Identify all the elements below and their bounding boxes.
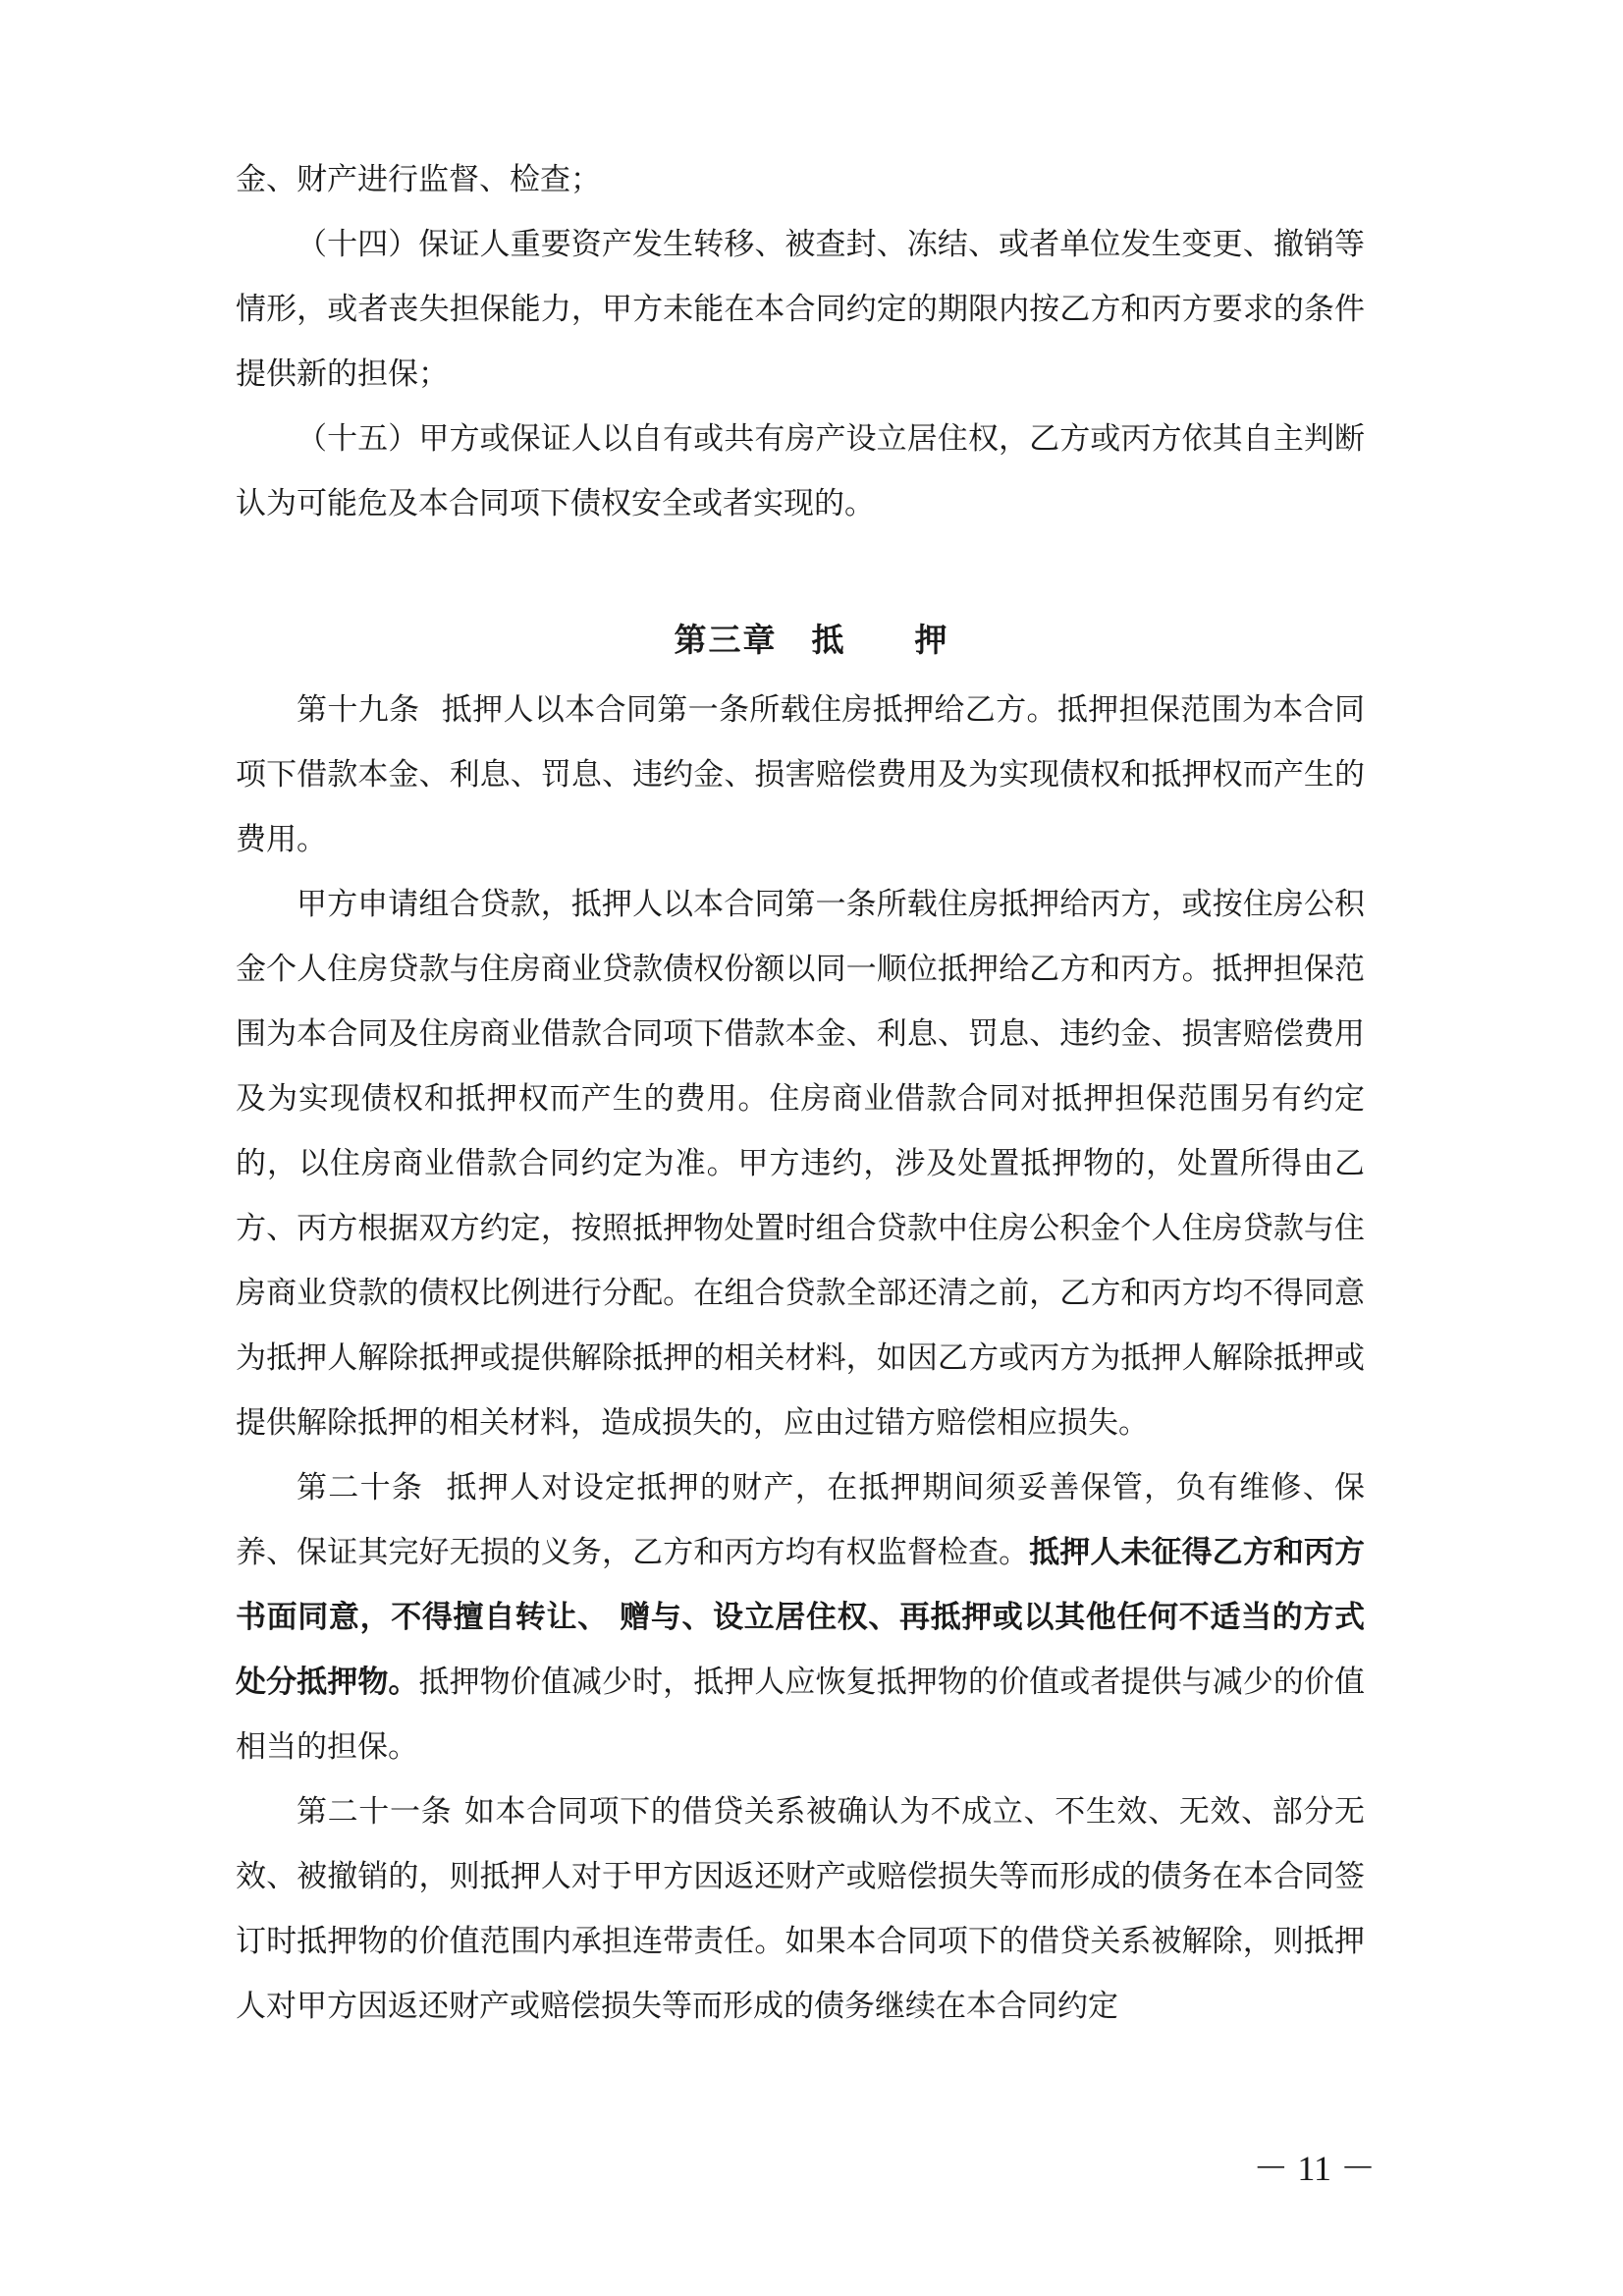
chapter-title: 第三章 抵 押 <box>674 621 949 659</box>
page-number: － 11 － <box>1253 2149 1376 2188</box>
article-20-label: 第二十条 <box>297 1470 424 1505</box>
article-20-text: 抵押人对设定抵押的财产，在抵押期间须妥善保管，负有维修、保养、保证其完好无损的义务，乙方和丙方均有权监督检查。 <box>236 1470 1366 1570</box>
clause-14: （十四）保证人重要资产发生转移、被查封、冻结、或者单位发生变更、撤销等情形，或者丧失担保能力，甲方未能在本合同约定的期限内按乙方和丙方要求的条件提供新的担保； <box>236 227 1365 392</box>
article-19-text: 抵押人以本合同第一条所载住房抵押给乙方。抵押担保范围为本合同项下借款本金、利息、罚息、违约金、损害赔偿费用及为实现债权和抵押权而产生的费用。 <box>236 692 1366 857</box>
chapter-body <box>236 678 1365 2039</box>
article-20-text-after: 抵押物价值减少时，抵押人应恢复抵押物的价值或者提供与减少的价值相当的担保。 <box>236 1665 1365 1765</box>
continued-clauses <box>236 147 1365 536</box>
article-19-paragraph-2: 甲方申请组合贷款，抵押人以本合同第一条所载住房抵押给丙方，或按住房公积金个人住房贷款与住房商业贷款债权份额以同一顺位抵押给乙方和丙方。抵押担保范围为本合同及住房商业借款合同项下借款本金、利息、罚息、违约金、损害赔偿费用及为实现债权和抵押权而产生的费用。住房商业借款合同对抵押担保范围另有约定的，以住房商业借款合同约定为准。甲方违约，涉及处置抵押物的，处置所得由乙方、丙方根据双方约定，按照抵押物处置时组合贷款中住房公积金个人住房贷款与住房商业贷款的债权比例进行分配。在组合贷款全部还清之前，乙方和丙方均不得同意为抵押人解除抵押或提供解除抵押的相关材料，如因乙方或丙方为抵押人解除抵押或提供解除抵押的相关材料，造成损失的，应由过错方赔偿相应损失。 <box>236 887 1365 1441</box>
article-19 <box>236 678 1365 872</box>
article-21-label: 第二十一条 <box>297 1794 453 1830</box>
article-20 <box>236 1455 1365 1779</box>
clause-15: （十五）甲方或保证人以自有或共有房产设立居住权，乙方或丙方依其自主判断认为可能危及本合同项下债权安全或者实现的。 <box>236 421 1365 521</box>
article-21 <box>236 1779 1365 2039</box>
article-20-bold-text: 抵押人未征得乙方和丙方书面同意，不得擅自转让、 赠与、设立居住权、再抵押或以其他任何不适当的方式处分抵押物。 <box>236 1535 1366 1700</box>
article-19-label: 第十九条 <box>297 692 420 728</box>
article-21-text: 如本合同项下的借贷关系被确认为不成立、不生效、无效、部分无效、被撤销的，则抵押人对于甲方因返还财产或赔偿损失等而形成的债务在本合同签订时抵押物的价值范围内承担连带责任。如果本合同项下的借贷关系被解除，则抵押人对甲方因返还财产或赔偿损失等而形成的债务继续在本合同约定 <box>236 1794 1366 2024</box>
clause-13-tail: 金、财产进行监督、检查； <box>236 162 601 197</box>
